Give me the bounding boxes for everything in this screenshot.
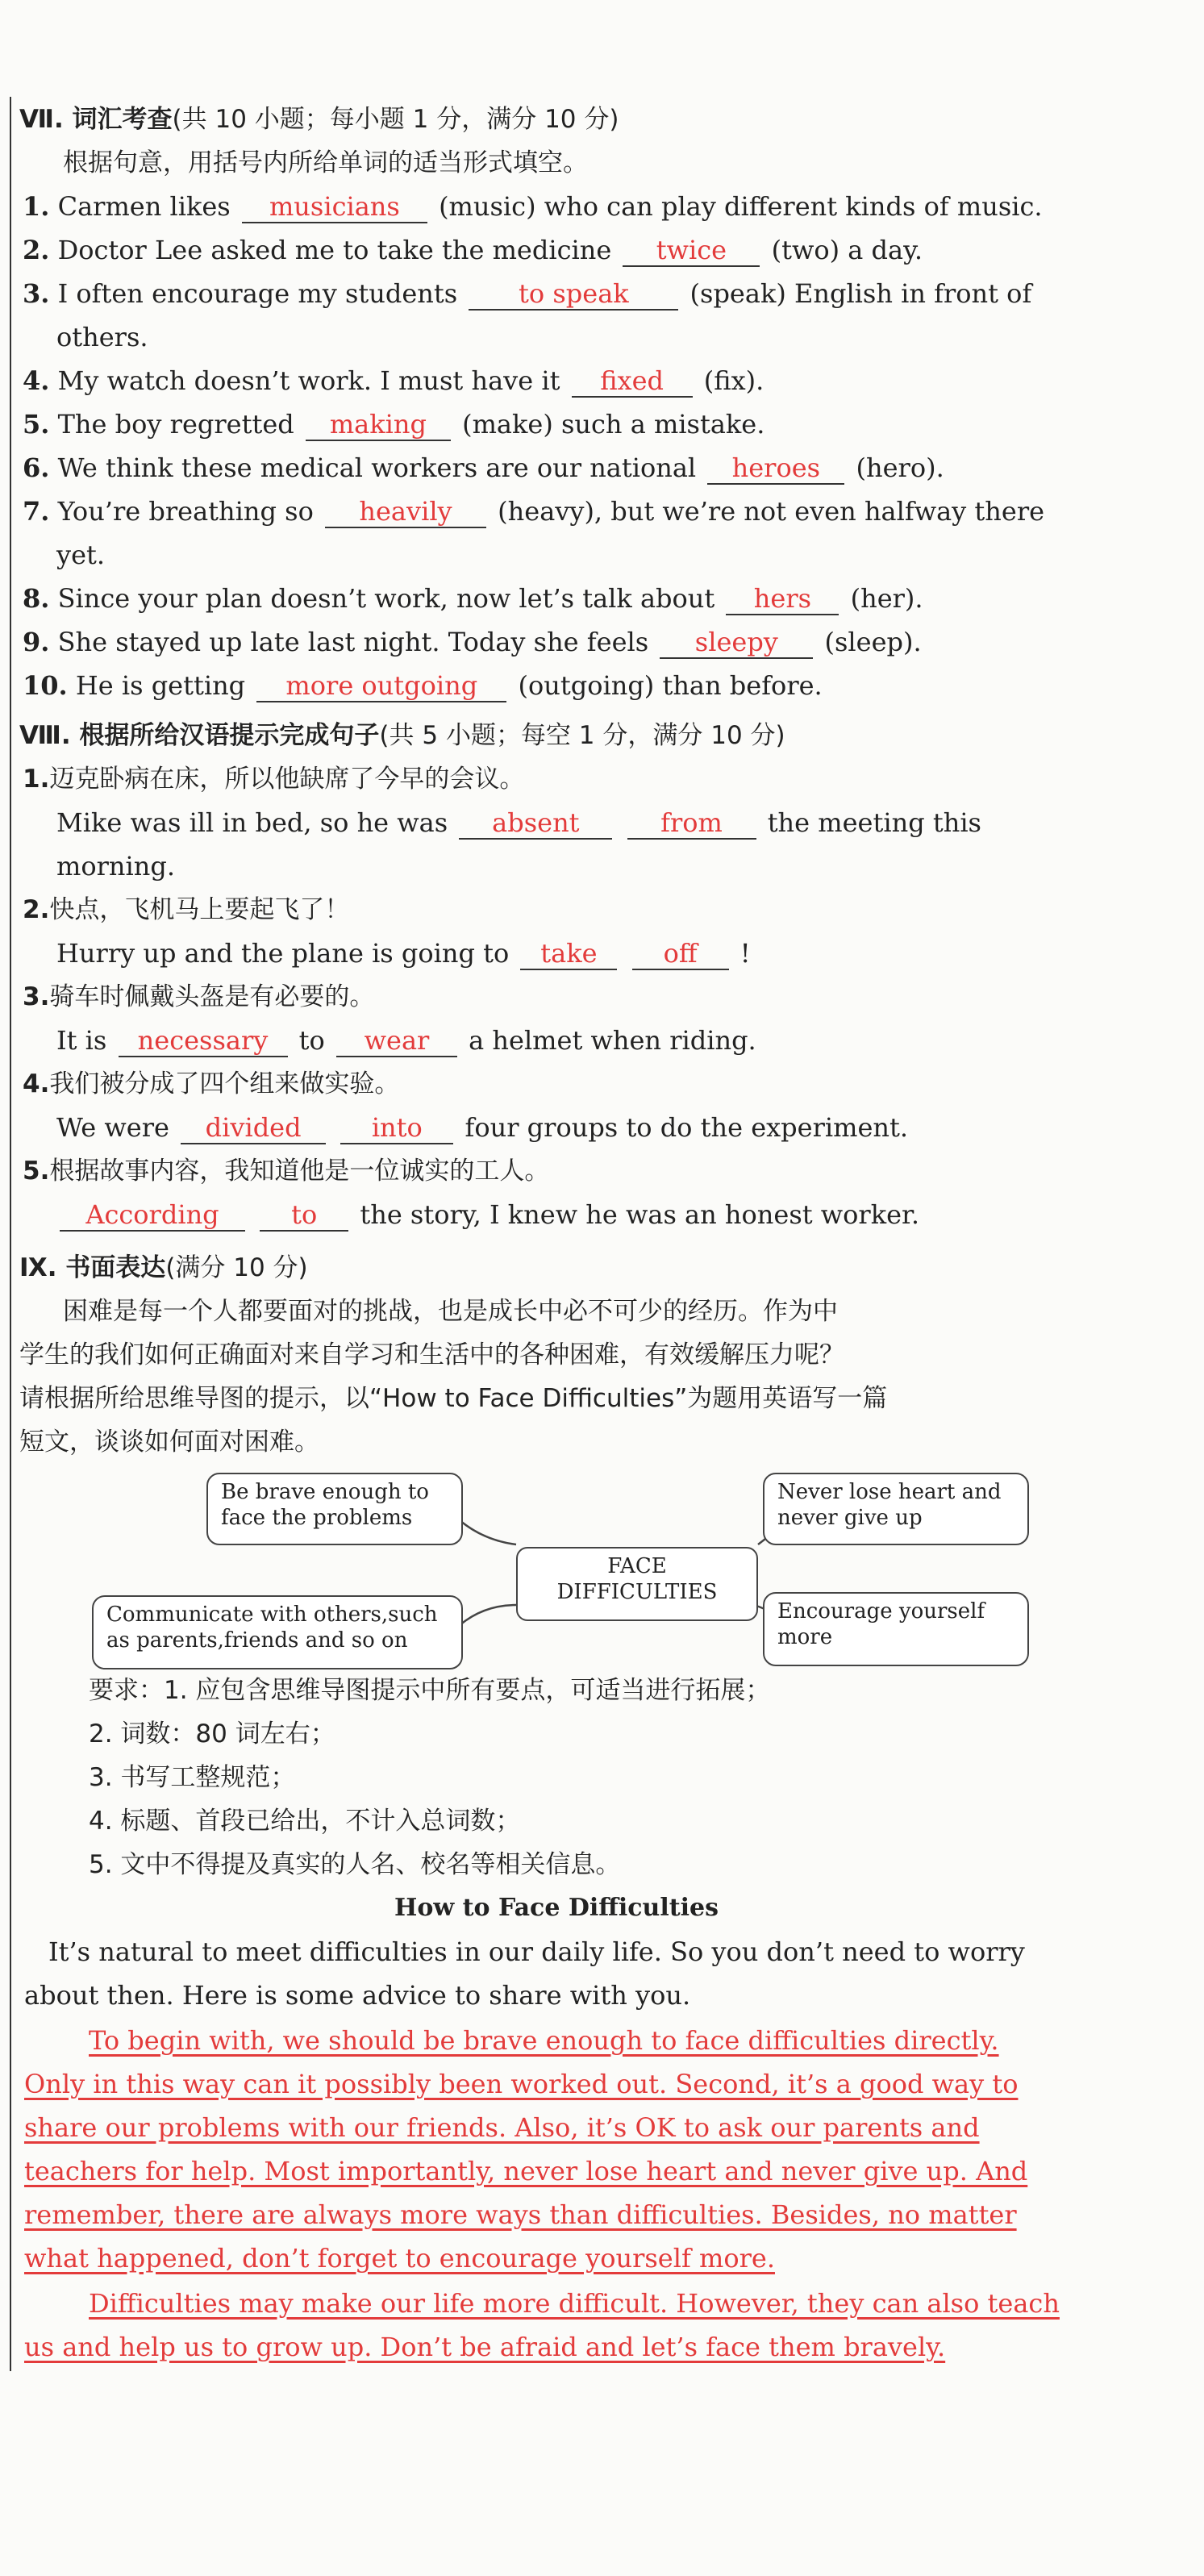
requirement-line: 要求：1. 应包含思维导图提示中所有要点，可适当进行拓展； [89, 1676, 771, 1705]
chinese-text: 骑车时佩戴头盔是有必要的。 [49, 982, 375, 1011]
answer-blank[interactable]: heavily [325, 496, 486, 528]
item-text: I often encourage my students [57, 278, 458, 309]
essay-answer-line: us and help us to grow up. Don’t be afraid and let’s face them bravely. [24, 2332, 946, 2362]
item-number: 2. [23, 895, 50, 924]
answer-blank[interactable]: twice [623, 235, 760, 267]
mindmap-center: FACE DIFFICULTIES [516, 1547, 758, 1621]
section-8-header: Ⅷ. 根据所给汉语提示完成句子(共 5 小题；每空 1 分，满分 10 分) [19, 721, 785, 750]
section-7-instruction: 根据句意，用括号内所给单词的适当形式填空。 [63, 148, 588, 177]
item-text: (hero). [856, 452, 944, 483]
sentence-text: the meeting this [767, 807, 981, 838]
prompt-line: 短文，谈谈如何面对困难。 [19, 1428, 319, 1457]
item-number: 2. [23, 235, 50, 265]
answer-blank[interactable]: musicians [242, 191, 427, 223]
item-text: My watch doesn’t work. I must have it [57, 365, 560, 396]
mindmap-never-give-up: Never lose heart and never give up [763, 1473, 1029, 1545]
requirement-line: 2. 词数：80 词左右； [89, 1719, 335, 1749]
item-text: (sleep). [824, 627, 922, 657]
item-continuation: yet. [56, 540, 106, 570]
item-text: (speak) English in front of [689, 278, 1032, 309]
item-continuation: others. [56, 322, 148, 352]
item-text: (music) who can play different kinds of music. [439, 191, 1043, 222]
prompt-line: 学生的我们如何正确面对来自学习和生活中的各种困难，有效缓解压力呢？ [19, 1340, 844, 1369]
chinese-text: 根据故事内容，我知道他是一位诚实的工人。 [49, 1157, 550, 1186]
mindmap-brave: Be brave enough to face the problems [206, 1473, 463, 1545]
sentence-text: Mike was ill in bed, so he was [56, 807, 448, 838]
answer-blank[interactable]: sleepy [660, 627, 813, 659]
item-text: He is getting [75, 670, 246, 701]
item-number: 1. [23, 765, 50, 794]
answer-blank[interactable]: divided [181, 1112, 326, 1144]
item-text: Since your plan doesn’t work, now let’s talk about [57, 583, 715, 614]
sentence-text: four groups to do the experiment. [465, 1112, 909, 1143]
answer-blank[interactable]: making [306, 409, 451, 441]
requirement-line: 3. 书写工整规范； [89, 1763, 296, 1792]
item-text: (make) such a mistake. [462, 409, 765, 440]
answer-blank[interactable]: take [520, 938, 617, 970]
mindmap-encourage: Encourage yourself more [763, 1592, 1029, 1666]
essay-answer-line: Only in this way can it possibly been worked out. Second, it’s a good way to [24, 2069, 1019, 2099]
prompt-line: 请根据所给思维导图的提示，以“How to Face Difficulties”为题用英语写一篇 [19, 1384, 888, 1413]
chinese-text: 我们被分成了四个组来做实验。 [49, 1069, 400, 1098]
mindmap-communicate: Communicate with others,such as parents,friends and so on [92, 1595, 463, 1669]
item-text: (her). [850, 583, 923, 614]
item-text: Doctor Lee asked me to take the medicine [57, 235, 612, 265]
section-9-header: Ⅸ. 书面表达(满分 10 分) [19, 1253, 308, 1282]
answer-blank[interactable]: off [632, 938, 729, 970]
item-number: 3. [23, 982, 50, 1011]
sentence-text: Hurry up and the plane is going to [56, 938, 510, 969]
item-text: The boy regretted [57, 409, 294, 440]
item-text: (outgoing) than before. [518, 670, 823, 701]
essay-answer-line: what happened, don’t forget to encourage yourself more. [24, 2243, 775, 2274]
sentence-text: It is [56, 1025, 107, 1056]
item-text: Carmen likes [57, 191, 231, 222]
answer-blank[interactable]: wear [336, 1025, 457, 1057]
chinese-text: 迈克卧病在床，所以他缺席了今早的会议。 [49, 765, 525, 794]
essay-answer-line: share our problems with our friends. Also, it’s OK to ask our parents and [24, 2112, 980, 2143]
answer-blank[interactable]: necessary [119, 1025, 288, 1057]
prompt-line: 困难是每一个人都要面对的挑战，也是成长中必不可少的经历。作为中 [63, 1297, 838, 1326]
answer-blank[interactable]: to speak [469, 278, 678, 311]
item-continuation: morning. [56, 851, 176, 882]
item-text: We think these medical workers are our national [57, 452, 697, 483]
item-number: 3. [23, 278, 50, 309]
item-number: 6. [23, 452, 50, 483]
item-number: 5. [23, 409, 50, 440]
sentence-text: We were [56, 1112, 169, 1143]
answer-blank[interactable]: heroes [707, 452, 844, 485]
chinese-text: 快点，飞机马上要起飞了！ [49, 895, 350, 924]
sentence-text: the story, I knew he was an honest worker. [360, 1199, 919, 1230]
answer-blank[interactable]: into [340, 1112, 453, 1144]
item-number: 10. [23, 670, 68, 701]
answer-blank[interactable]: According [60, 1199, 245, 1232]
essay-intro: It’s natural to meet difficulties in our daily life. So you don’t need to worry [48, 1936, 1025, 1967]
requirement-line: 4. 标题、首段已给出，不计入总词数； [89, 1807, 521, 1836]
item-number: 8. [23, 583, 50, 614]
item-number: 7. [23, 496, 50, 527]
essay-answer-line: teachers for help. Most importantly, never lose heart and never give up. And [24, 2156, 1028, 2186]
item-text: (heavy), but we’re not even halfway there [498, 496, 1045, 527]
item-number: 4. [23, 1069, 50, 1098]
item-text: You’re breathing so [57, 496, 314, 527]
item-number: 5. [23, 1157, 50, 1186]
essay-intro: about then. Here is some advice to share with you. [24, 1980, 691, 2011]
item-text: (two) a day. [771, 235, 923, 265]
item-number: 9. [23, 627, 50, 657]
essay-title: How to Face Difficulties [394, 1894, 719, 1922]
sentence-text: ! [739, 938, 751, 969]
answer-blank[interactable]: hers [726, 583, 839, 615]
answer-blank[interactable]: fixed [572, 365, 693, 398]
sentence-text: a helmet when riding. [469, 1025, 756, 1056]
answer-blank[interactable]: absent [459, 807, 612, 840]
answer-blank[interactable]: more outgoing [256, 670, 506, 702]
item-number: 1. [23, 191, 50, 222]
section-7-header: Ⅶ. 词汇考查(共 10 小题；每小题 1 分，满分 10 分) [19, 105, 619, 134]
item-text: She stayed up late last night. Today she feels [57, 627, 649, 657]
item-number: 4. [23, 365, 50, 396]
essay-answer-line: Difficulties may make our life more difficult. However, they can also teach [89, 2288, 1060, 2319]
item-text: (fix). [703, 365, 764, 396]
answer-blank[interactable]: to [260, 1199, 348, 1232]
essay-answer-line: remember, there are always more ways than difficulties. Besides, no matter [24, 2199, 1017, 2230]
requirement-line: 5. 文中不得提及真实的人名、校名等相关信息。 [89, 1850, 621, 1879]
answer-blank[interactable]: from [627, 807, 756, 840]
sentence-text: to [298, 1025, 325, 1056]
essay-answer-line: To begin with, we should be brave enough to face difficulties directly. [89, 2025, 999, 2056]
